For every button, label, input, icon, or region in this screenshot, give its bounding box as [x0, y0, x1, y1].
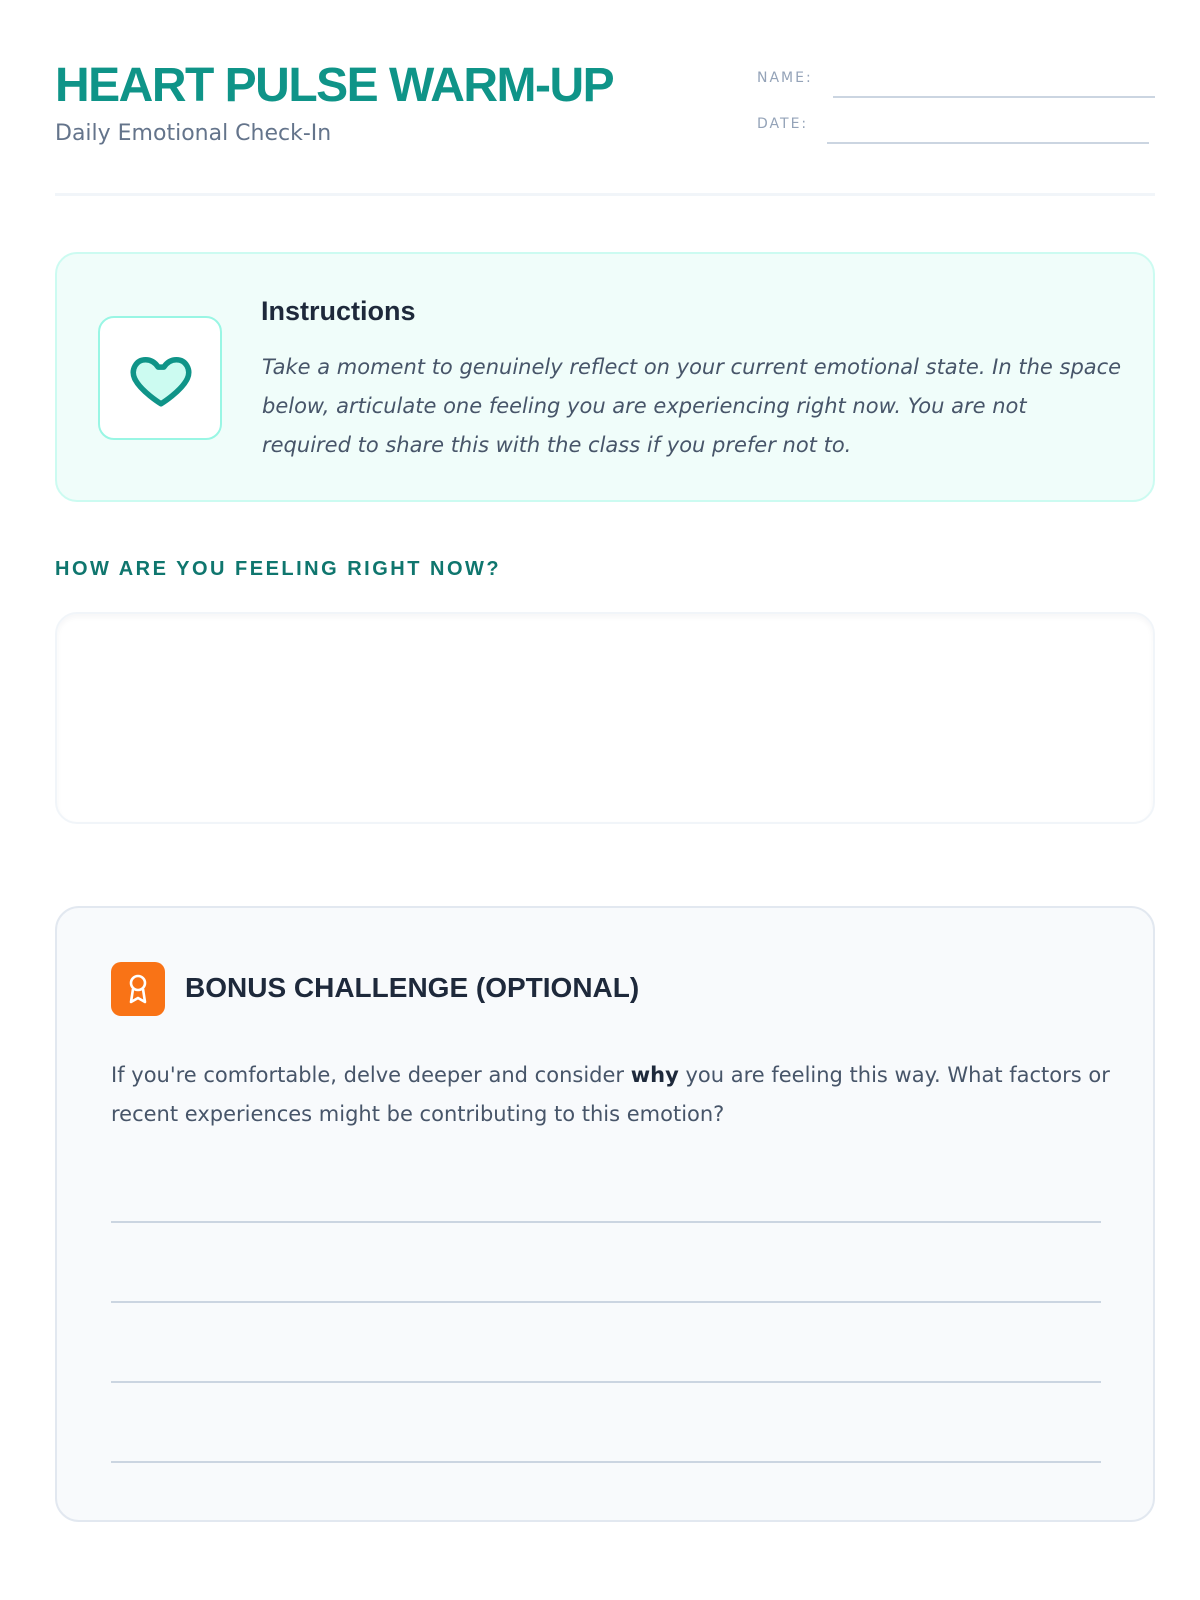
bonus-title: BONUS CHALLENGE (OPTIONAL) — [185, 972, 640, 1003]
instructions-title: Instructions — [261, 296, 416, 326]
feeling-prompt: HOW ARE YOU FEELING RIGHT NOW? — [55, 558, 502, 580]
bonus-badge — [111, 962, 165, 1016]
worksheet-header — [55, 56, 1155, 196]
feeling-answer-box[interactable] — [55, 612, 1155, 824]
bonus-text-before: If you're comfortable, delve deeper and consider — [111, 1063, 631, 1087]
header-divider — [55, 193, 1155, 196]
bonus-text-after: you are feeling this way. What factors or recent experiences might be contributing to this emotion? — [111, 1063, 1110, 1126]
worksheet-page — [55, 0, 1155, 1600]
bonus-answer-line[interactable] — [111, 1381, 1101, 1383]
bonus-text-emphasis: why — [630, 1063, 679, 1087]
name-label: NAME: — [757, 70, 813, 86]
name-write-line[interactable] — [833, 96, 1155, 98]
bonus-text — [111, 1056, 1111, 1134]
award-ribbon-icon — [125, 973, 151, 1005]
bonus-answer-line[interactable] — [111, 1301, 1101, 1303]
heart-icon-box — [98, 316, 222, 440]
page-subtitle: Daily Emotional Check-In — [55, 121, 332, 146]
bonus-answer-line[interactable] — [111, 1221, 1101, 1223]
instructions-card — [55, 252, 1155, 502]
page-title: HEART PULSE WARM-UP — [55, 59, 614, 112]
date-label: DATE: — [757, 116, 809, 132]
date-write-line[interactable] — [827, 142, 1149, 144]
instructions-text: Take a moment to genuinely reflect on your current emotional state. In the space below, articulate one feeling you are experiencing right now. You are not required to share this with the class if you prefer not to. — [262, 355, 1122, 457]
bonus-challenge-card — [55, 906, 1155, 1522]
heart-icon — [126, 346, 196, 412]
name-field — [757, 64, 1155, 98]
bonus-answer-line[interactable] — [111, 1461, 1101, 1463]
date-field — [757, 110, 1155, 144]
